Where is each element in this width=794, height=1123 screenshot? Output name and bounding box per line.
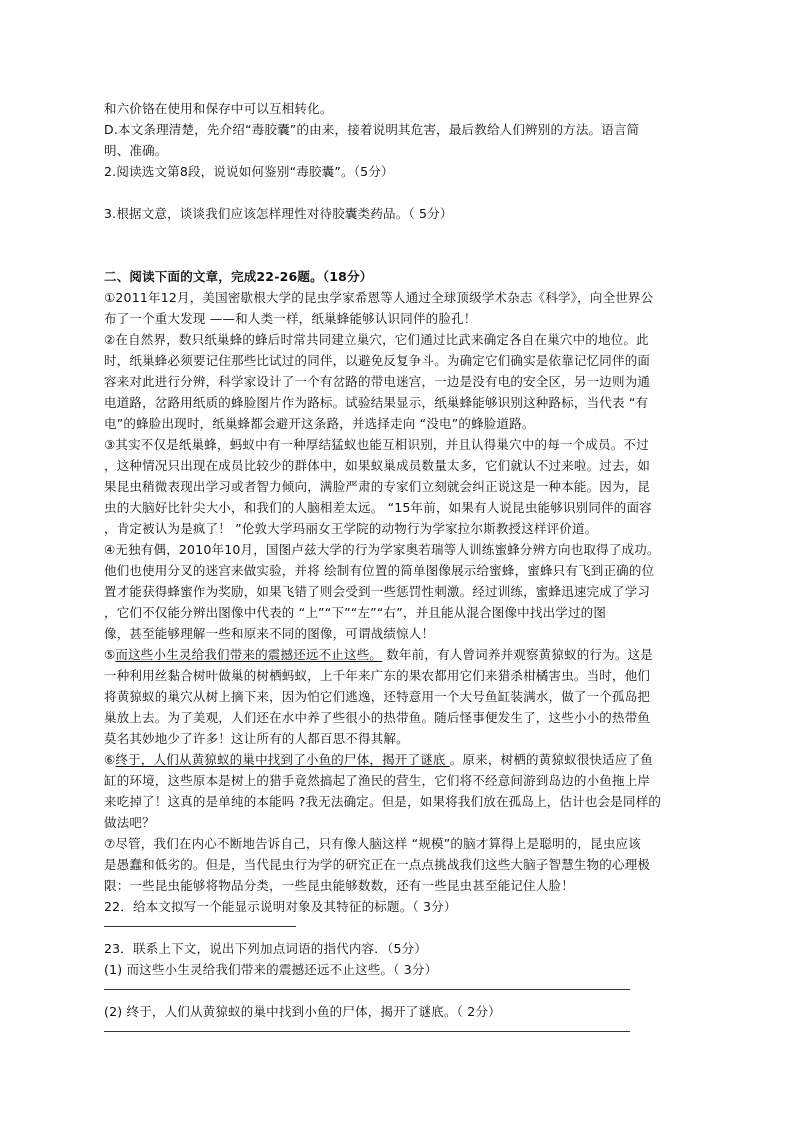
- question-22: 22．给本文拟写一个能显示说明对象及其特征的标题。（ 3分）: [104, 899, 457, 914]
- text-line: 将黄猄蚁的巢穴从树上摘下来，因为怕它们逃逸，还特意用一个大号鱼缸装满水，做了一个孤岛把: [104, 689, 651, 704]
- answer-line[interactable]: [104, 989, 630, 990]
- text-line: 置才能获得蜂蜜作为奖励，如果飞错了则会受到一些惩罚性刺激。经过训练，蜜蜂迅速完成了学习: [104, 584, 651, 599]
- text-line: ⑦尽管，我们在内心不断地告诉自己，只有像人脑这样 “规模”的脑才算得上是聪明的，昆虫应该: [104, 836, 641, 851]
- text-line: ③其实不仅是纸巢蜂，蚂蚁中有一种厚结猛蚁也能互相识别，并且认得巢穴中的每一个成员。不过: [104, 437, 649, 452]
- text-line: 虫的大脑好比针尖大小，和我们的人脑相差太远。 “15年前，如果有人说昆虫能够识别同伴的面容: [104, 500, 652, 515]
- text-line: 缸的环境，这些原本是树上的猎手竟然搞起了渔民的营生，它们将不经意间游到岛边的小鱼拖上岸: [104, 773, 651, 788]
- section-heading: 二、阅读下面的文章，完成22-26题。（18分）: [104, 269, 373, 284]
- question-23-1: (1) 而这些小生灵给我们带来的震撼还远不止这些。（ 3分）: [104, 962, 438, 977]
- underlined-sentence: 而这些小生灵给我们带来的震撼还远不止这些。: [115, 647, 383, 662]
- paragraph-5: [104, 644, 684, 749]
- document-page: [104, 98, 684, 1043]
- paragraph-1: [104, 287, 684, 329]
- text-line: 容来对此进行分辨，科学家设计了一个有岔路的带电迷宫，一边是没有电的安全区，另一边则为通: [104, 374, 651, 389]
- paragraph-number: ⑤: [104, 647, 116, 662]
- text-line: 布了一个重大发现 ——和人类一样，纸巢蜂能够认识同伴的脸孔！: [104, 311, 477, 326]
- paragraph-3: [104, 434, 684, 539]
- text-line: 一种利用丝黏合树叶做巢的树栖蚂蚁，上千年来广东的果农都用它们来猎杀柑橘害虫。当时，他们: [104, 668, 651, 683]
- answer-line[interactable]: [104, 1031, 630, 1032]
- paragraph-6: [104, 749, 684, 833]
- text-line: 电”的蜂脸出现时，纸巢蜂都会避开这条路，并选择走向 “没电”的蜂脸道路。: [104, 416, 535, 431]
- text-line: ②在自然界，数只纸巢蜂的蜂后时常共同建立巢穴，它们通过比武来确定各自在巢穴中的地位。此: [104, 332, 649, 347]
- paragraph-7: [104, 833, 684, 896]
- text-line: ，肯定被认为是疯了！ ”伦敦大学玛丽女王学院的动物行为学家拉尔斯教授这样评价道。: [104, 521, 598, 536]
- question-3: 3.根据文意，谈谈我们应该怎样理性对待胶囊类药品。（ 5分）: [104, 206, 453, 221]
- text-line: [104, 644, 684, 665]
- paragraph-number: ⑥: [104, 752, 116, 767]
- text-fragment: 数年前，有人曾词养并观察黄猄蚁的行为。这是: [382, 647, 653, 662]
- text-line: 巢放上去。为了美观，人们还在水中养了些很小的热带鱼。随后怪事便发生了，这些小小的热带鱼: [104, 710, 651, 725]
- text-line: 明、准确。: [104, 143, 168, 158]
- text-line: [104, 749, 684, 770]
- text-line: 来吃掉了！这真的是单纯的本能吗 ?我无法确定。但是，如果将我们放在孤岛上，估计也会是同样的: [104, 794, 662, 809]
- question-23: 23．联系上下文，说出下列加点词语的指代内容．（5分）: [104, 941, 428, 956]
- text-line: 限：一些昆虫能够将物品分类，一些昆虫能够数数，还有一些昆虫甚至能记住人脸！: [104, 878, 574, 893]
- paragraph-2: [104, 329, 684, 434]
- text-line: 他们也使用分叉的迷宫来做实验，并将 绘制有位置的简单图像展示给蜜蜂，蜜蜂只有飞到正确的位: [104, 563, 655, 578]
- text-line: 电道路，岔路用纸质的蜂脸图片作为路标。试验结果显示，纸巢蜂能够识别这种路标，当代表 “有: [104, 395, 649, 410]
- text-line: 时，纸巢蜂必须要记住那些比试过的同伴，以避免反复争斗。为确定它们确实是依靠记忆同伴的面: [104, 353, 651, 368]
- answer-line[interactable]: [104, 926, 296, 927]
- text-line: 像，甚至能够理解一些和原来不同的图像，可谓战绩惊人！: [104, 626, 435, 641]
- text-line: ，它们不仅能分辨出图像中代表的 “上”“下”“左”“右”，并且能从混合图像中找出学过的图: [104, 605, 607, 620]
- question-23-2: (2) 终于，人们从黄猄蚁的巢中找到小鱼的尸体，揭开了谜底。（ 2分）: [104, 1004, 501, 1019]
- text-line: ，这种情况只出现在成员比较少的群体中，如果蚁巢成员数量太多，它们就认不过来啦。过去，如: [104, 458, 651, 473]
- paragraph-4: [104, 539, 684, 644]
- underlined-sentence: 终于，人们从黄猄蚁的巢中找到了小鱼的尸体，揭开了谜底: [115, 752, 450, 767]
- text-line: 是愚蠢和低劣的。但是，当代昆虫行为学的研究正在一点点挑战我们这些大脑子智慧生物的心理极: [104, 857, 651, 872]
- question-2: 2.阅读选文第8段，说说如何鉴别“毒胶囊”。（5分）: [104, 164, 394, 179]
- text-line: ①2011年12月，美国密歇根大学的昆虫学家希恩等人通过全球顶级学术杂志《科学》，向全世界公: [104, 290, 654, 305]
- text-line: 莫名其妙地少了许多！这让所有的人都百思不得其解。: [104, 731, 409, 746]
- text-line: 和六价铬在使用和保存中可以互相转化。: [104, 101, 333, 116]
- text-line: ④无独有偶，2010年10月，国图卢兹大学的行为学家奥若瑞等人训练蜜蜂分辨方向也取得了成功。: [104, 542, 660, 557]
- text-line: D.本文条理清楚，先介绍“毒胶囊”的由来，接着说明其危害，最后教给人们辨别的方法。语言简: [104, 122, 640, 137]
- text-fragment: 。原来，树栖的黄猄蚁很快适应了鱼: [449, 752, 653, 767]
- text-line: 做法吧？: [104, 815, 155, 830]
- text-line: 果昆虫稍微表现出学习或者智力倾向，满脸严肃的专家们立刻就会纠正说这是一种本能。因为，昆: [104, 479, 651, 494]
